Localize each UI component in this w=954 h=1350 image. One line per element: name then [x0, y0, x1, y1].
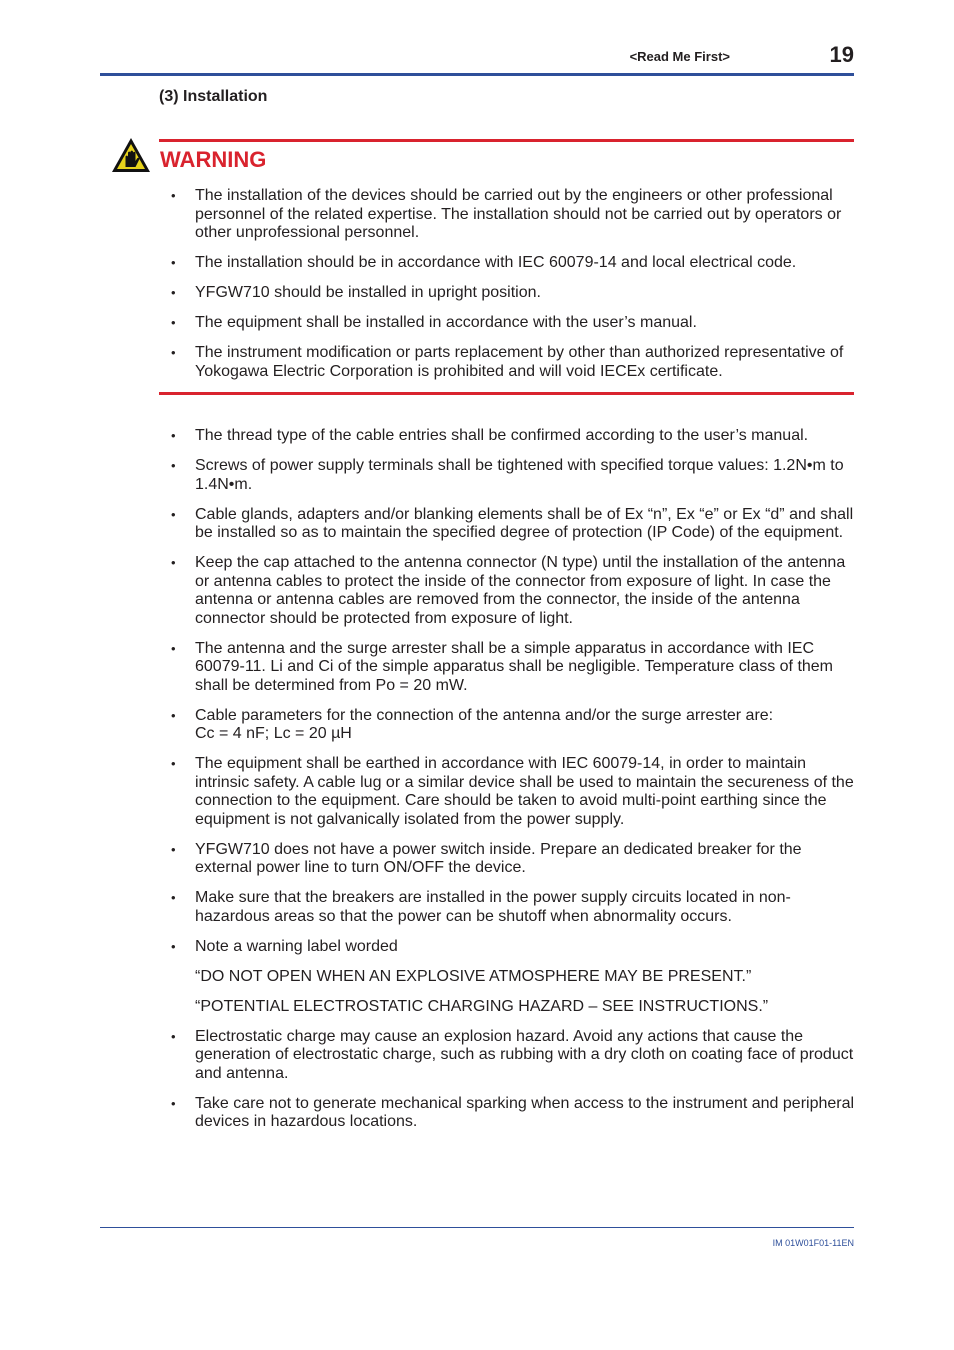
warning-top-rule	[159, 139, 854, 142]
warning-title: WARNING	[160, 147, 267, 172]
list-item: • Cable parameters for the connection of the antenna and/or the surge arrester are: Cc = 4 nF; Lc = 20 µH	[171, 706, 774, 742]
installation-list	[171, 427, 855, 1143]
header-divider	[100, 73, 854, 76]
list-item: • The antenna and the surge arrester shall be a simple apparatus in accordance with IEC 60079-11. Li and Ci of the simple apparatus shall be negligible. Temperature class of them shall be determined from Po = 20 mW.	[171, 639, 834, 694]
section-heading: (3) Installation	[159, 88, 268, 105]
warning-bottom-rule	[159, 392, 854, 395]
warning-hand-icon	[111, 137, 151, 173]
list-item: • Make sure that the breakers are installed in the power supply circuits located in non-hazardous areas so that the power can be shutoff when abnormality occurs.	[171, 889, 791, 925]
cable-parameters: Cc = 4 nF; Lc = 20 µH	[195, 725, 352, 742]
list-item: • Screws of power supply terminals shall be tightened with specified torque values: 1.2N•m to 1.4N•m.	[171, 457, 844, 493]
warning-item: • The instrument modification or parts replacement by other than authorized representative of Yokogawa Electric Corporation is prohibited and will void IECEx certificate.	[171, 344, 844, 380]
list-item: • YFGW710 does not have a power switch inside. Prepare an dedicated breaker for the external power line to turn ON/OFF the device.	[171, 840, 802, 876]
warning-item: • The installation should be in accordance with IEC 60079-14 and local electrical code.	[171, 254, 797, 271]
warning-list	[171, 187, 855, 393]
warning-item: • The installation of the devices should be carried out by the engineers or other professional personnel of the related expertise. The installation should not be carried out by operators or other unprofessional personnel.	[171, 187, 842, 241]
page-number: 19	[829, 42, 854, 67]
warning-item: • YFGW710 should be installed in upright position.	[171, 284, 541, 301]
header-label: <Read Me First>	[629, 49, 730, 64]
warning-item: • The equipment shall be installed in accordance with the user’s manual.	[171, 314, 697, 331]
list-item: • Note a warning label worded “DO NOT OPEN WHEN AN EXPLOSIVE ATMOSPHERE MAY BE PRESENT.” “POTENTIAL ELECTROSTATIC CHARGING HAZARD – SEE INSTRUCTIONS.”	[171, 938, 855, 1017]
list-item: • Take care not to generate mechanical sparking when access to the instrument and peripheral devices in hazardous locations.	[171, 1094, 855, 1130]
list-item: • The equipment shall be earthed in accordance with IEC 60079-14, in order to maintain intrinsic safety. A cable lug or a similar device shall be used to maintain the secureness of the connection to the equipment. Care should be taken to avoid multi-point earthing since the equipment is not galvanically isolated from the power supply.	[171, 755, 854, 828]
list-item: • The thread type of the cable entries shall be confirmed according to the user’s manual.	[171, 427, 809, 444]
document-id: IM 01W01F01-11EN	[772, 1238, 854, 1248]
list-item: • Electrostatic charge may cause an explosion hazard. Avoid any actions that cause the generation of electrostatic charge, such as rubbing with a dry cloth on coating face of product and antenna.	[171, 1027, 854, 1082]
list-item: • Keep the cap attached to the antenna connector (N type) until the installation of the antenna or antenna cables to protect the inside of the connector from exposure of light. In case the antenna or antenna cables are removed from the connector, the inside of the antenna connector should be protected from exposure of light.	[171, 554, 846, 627]
footer-divider	[100, 1227, 854, 1228]
warning-label-quote: “POTENTIAL ELECTROSTATIC CHARGING HAZARD – SEE INSTRUCTIONS.”	[195, 997, 769, 1015]
list-item: • Cable glands, adapters and/or blanking elements shall be of Ex “n”, Ex “e” or Ex “d” and shall be installed so as to maintain the specified degree of protection (IP Code) of the equipment.	[171, 505, 854, 541]
warning-label-quote: “DO NOT OPEN WHEN AN EXPLOSIVE ATMOSPHERE MAY BE PRESENT.”	[195, 967, 752, 985]
